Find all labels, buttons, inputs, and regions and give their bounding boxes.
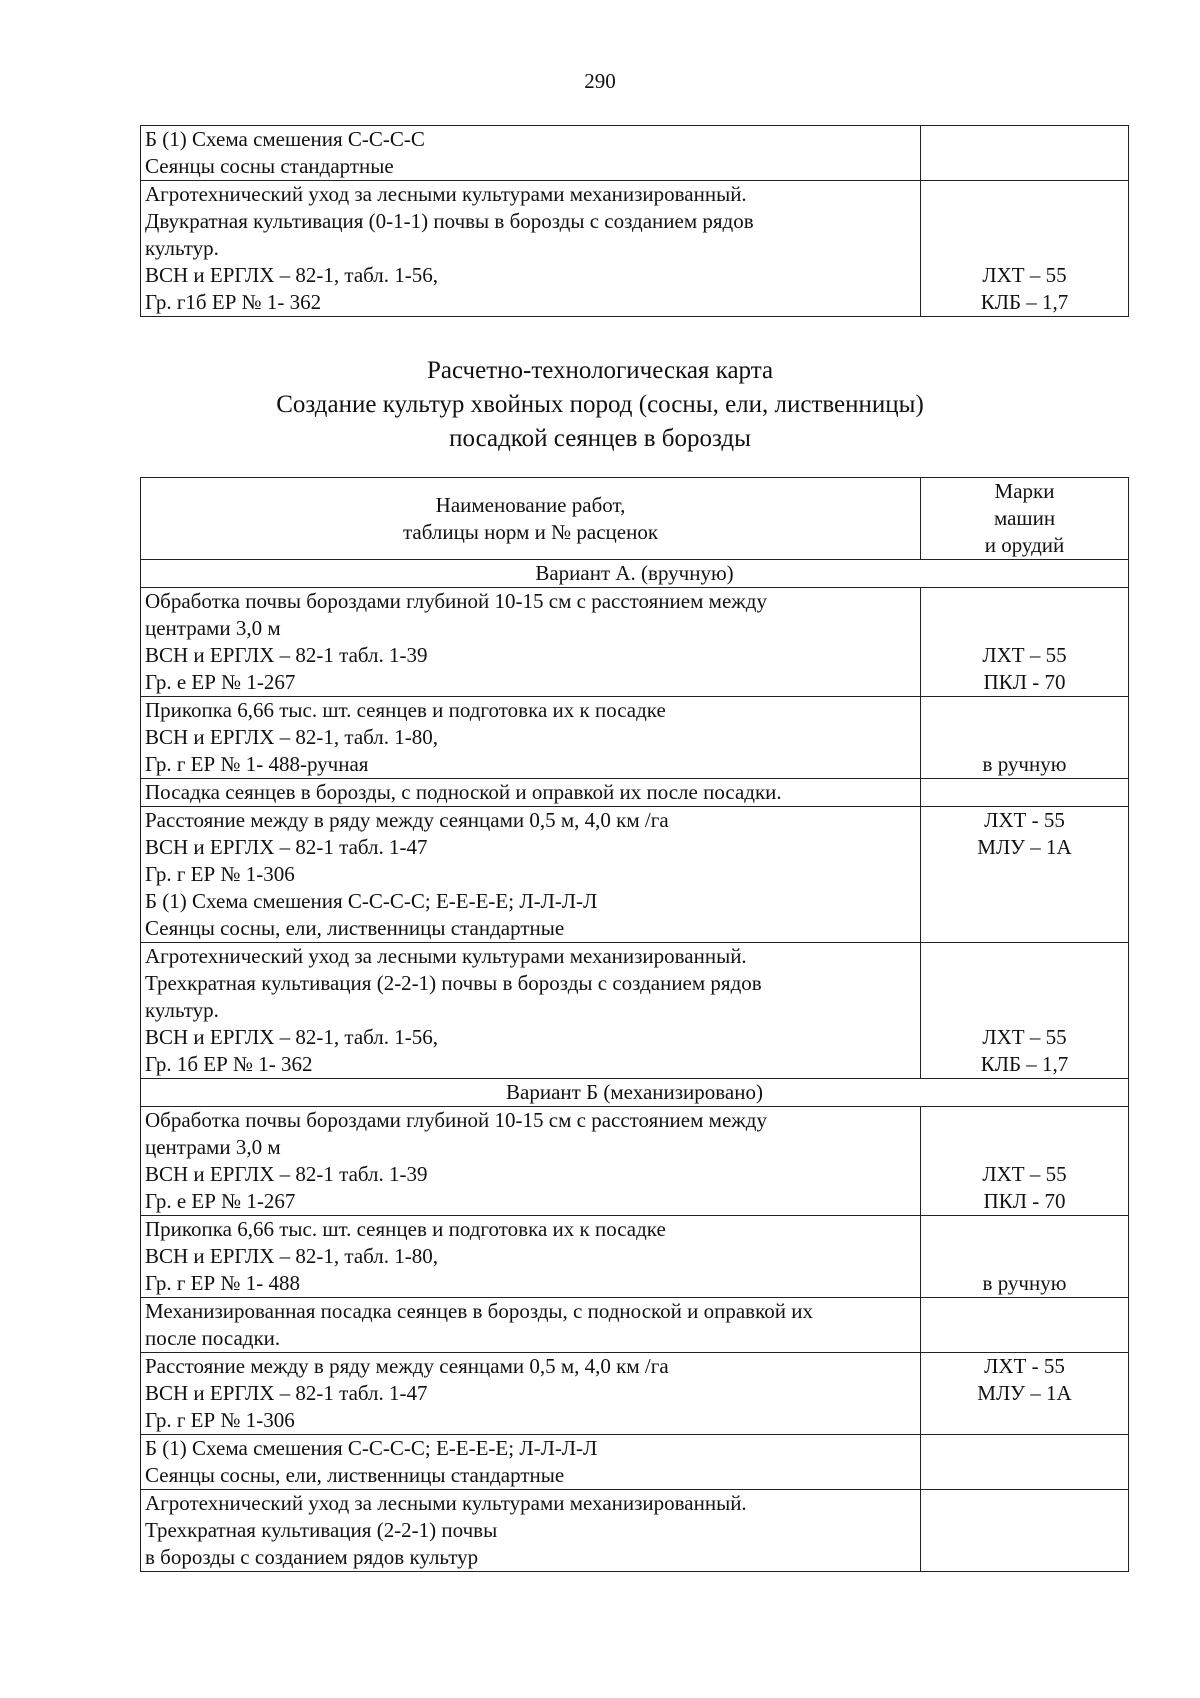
page-number: 290 xyxy=(584,69,616,93)
work-description-cell xyxy=(141,1298,921,1353)
cell-text-line: Гр. е ЕР № 1-267 xyxy=(145,1189,296,1213)
table-row xyxy=(141,943,1129,1079)
machine-brand-line xyxy=(925,970,1124,997)
cell-text-line: Двукратная культивация (0-1-1) почвы в борозды с созданием рядов xyxy=(145,209,754,233)
variant-title: Вариант Б (механизировано) xyxy=(141,1079,1129,1107)
machine-brand-line xyxy=(925,588,1124,615)
machine-brand-line xyxy=(925,1134,1124,1161)
table-row xyxy=(141,1435,1129,1490)
machine-brand-line xyxy=(925,1407,1124,1434)
cell-text-line: ВСН и ЕРГЛХ – 82-1 табл. 1-39 xyxy=(145,643,428,667)
machine-brand-line xyxy=(925,724,1124,751)
table-row xyxy=(141,126,1129,181)
machine-brand-cell xyxy=(921,1216,1129,1298)
cell-text-line: Гр. г ЕР № 1- 488 xyxy=(145,1271,300,1295)
work-description-cell xyxy=(141,126,921,181)
work-description-cell xyxy=(141,588,921,697)
cell-text-line: Гр. г ЕР № 1- 488-ручная xyxy=(145,752,369,776)
cell-text-line: Прикопка 6,66 тыс. шт. сеянцев и подготовка их к посадке xyxy=(145,698,666,722)
cell-text-line: после посадки. xyxy=(145,1326,281,1350)
variant-header-row xyxy=(141,560,1129,588)
work-description-cell xyxy=(141,1435,921,1490)
header-text: Наименование работ, xyxy=(435,492,626,517)
machine-brand-cell xyxy=(921,126,1129,181)
cell-text-line: Сеянцы сосны, ели, лиственницы стандартные xyxy=(145,1463,565,1487)
machine-brand-line xyxy=(925,779,1124,806)
document-title xyxy=(0,354,1200,456)
cell-text-line: в борозды с созданием рядов культур xyxy=(145,1545,479,1569)
table-row xyxy=(141,1490,1129,1572)
machine-brand-cell xyxy=(921,1490,1129,1572)
table-row xyxy=(141,588,1129,697)
cell-text-line: Агротехнический уход за лесными культурами механизированный. xyxy=(145,182,747,206)
cell-text-line: Гр. г ЕР № 1-306 xyxy=(145,862,295,886)
header-text: таблицы норм и № расценок xyxy=(402,519,659,544)
cell-text-line: Гр. 1б ЕР № 1- 362 xyxy=(145,1052,313,1076)
cell-text-line: центрами 3,0 м xyxy=(145,616,281,640)
cell-text-line: центрами 3,0 м xyxy=(145,1135,281,1159)
machine-brand-line xyxy=(925,697,1124,724)
table-row xyxy=(141,1216,1129,1298)
machine-brand-cell xyxy=(921,181,1129,317)
work-description-cell xyxy=(141,943,921,1079)
cell-text-line: Прикопка 6,66 тыс. шт. сеянцев и подготовка их к посадке xyxy=(145,1217,666,1241)
header-text: и орудий xyxy=(984,533,1065,557)
cell-text-line: Расстояние между в ряду между сеянцами 0,5 м, 4,0 км /га xyxy=(145,1354,669,1378)
machine-brand-line xyxy=(925,181,1124,208)
machine-brand-line xyxy=(925,1107,1124,1134)
cell-text-line: ВСН и ЕРГЛХ – 82-1 табл. 1-47 xyxy=(145,1381,428,1405)
table-row xyxy=(141,1107,1129,1216)
table-row xyxy=(141,697,1129,779)
machine-brand-line xyxy=(925,997,1124,1024)
machine-brand-line xyxy=(925,1462,1124,1489)
machine-brand-cell xyxy=(921,943,1129,1079)
cell-text-line: ВСН и ЕРГЛХ – 82-1 табл. 1-39 xyxy=(145,1162,428,1186)
machine-brand-line: ЛХТ - 55 xyxy=(984,1354,1065,1378)
machine-brand-cell xyxy=(921,697,1129,779)
machine-brand-line xyxy=(925,1435,1124,1462)
machine-brand-line xyxy=(925,1490,1124,1517)
machine-brand-line xyxy=(925,1298,1124,1325)
table-row xyxy=(141,181,1129,317)
table-header-row xyxy=(141,478,1129,560)
continuation-table xyxy=(140,125,1129,317)
table-row xyxy=(141,807,1129,943)
cell-text-line: Б (1) Схема смешения С-С-С-С xyxy=(145,127,425,151)
header-machines-cell xyxy=(921,478,1129,560)
work-description-cell xyxy=(141,1490,921,1572)
title-line: Расчетно-технологическая карта xyxy=(426,357,774,384)
header-text: Марки xyxy=(994,479,1055,503)
machine-brand-line xyxy=(925,1243,1124,1270)
cell-text-line: Сеянцы сосны, ели, лиственницы стандартные xyxy=(145,916,565,940)
table-row xyxy=(141,779,1129,807)
table-row xyxy=(141,1353,1129,1435)
cell-text-line: Агротехнический уход за лесными культурами механизированный. xyxy=(145,1491,747,1515)
cell-text-line: культур. xyxy=(145,998,219,1022)
cell-text-line: Б (1) Схема смешения С-С-С-С; Е-Е-Е-Е; Л-Л-Л-Л xyxy=(145,889,598,913)
machine-brand-line xyxy=(925,235,1124,262)
machine-brand-line: ПКЛ - 70 xyxy=(983,1189,1066,1213)
machine-brand-line: МЛУ – 1А xyxy=(977,835,1072,859)
machine-brand-cell xyxy=(921,1353,1129,1435)
machine-brand-line xyxy=(925,1216,1124,1243)
cell-text-line: ВСН и ЕРГЛХ – 82-1, табл. 1-56, xyxy=(145,263,439,287)
cell-text-line: Посадка сеянцев в борозды, с подноской и оправкой их после посадки. xyxy=(145,780,782,804)
cell-text-line: Сеянцы сосны стандартные xyxy=(145,154,394,178)
machine-brand-line: ПКЛ - 70 xyxy=(983,670,1066,694)
machine-brand-cell xyxy=(921,1107,1129,1216)
machine-brand-line xyxy=(925,1544,1124,1571)
cell-text-line: Обработка почвы бороздами глубиной 10-15 см с расстоянием между xyxy=(145,1108,767,1132)
machine-brand-cell xyxy=(921,779,1129,807)
machine-brand-line: в ручную xyxy=(982,752,1067,776)
table-row xyxy=(141,1298,1129,1353)
work-description-cell xyxy=(141,807,921,943)
cell-text-line: Гр. е ЕР № 1-267 xyxy=(145,670,296,694)
machine-brand-line xyxy=(925,615,1124,642)
cell-text-line: Расстояние между в ряду между сеянцами 0,5 м, 4,0 км /га xyxy=(145,808,669,832)
cell-text-line: ВСН и ЕРГЛХ – 82-1, табл. 1-80, xyxy=(145,725,439,749)
work-description-cell xyxy=(141,1216,921,1298)
cell-text-line: Механизированная посадка сеянцев в борозды, с подноской и оправкой их xyxy=(145,1299,813,1323)
cell-text-line: Агротехнический уход за лесными культурами механизированный. xyxy=(145,944,747,968)
machine-brand-line: МЛУ – 1А xyxy=(977,1381,1072,1405)
cell-text-line: ВСН и ЕРГЛХ – 82-1, табл. 1-80, xyxy=(145,1244,439,1268)
work-description-cell xyxy=(141,1353,921,1435)
work-description-cell xyxy=(141,697,921,779)
work-description-cell xyxy=(141,1107,921,1216)
work-description-cell xyxy=(141,779,921,807)
machine-brand-line xyxy=(925,888,1124,915)
machine-brand-line: ЛХТ – 55 xyxy=(982,1025,1067,1049)
machine-brand-line: в ручную xyxy=(982,1271,1067,1295)
machine-brand-line: КЛБ – 1,7 xyxy=(980,1052,1069,1076)
title-line: Создание культур хвойных пород (сосны, ели, лиственницы) xyxy=(276,391,924,418)
machine-brand-line xyxy=(925,943,1124,970)
cell-text-line: Б (1) Схема смешения С-С-С-С; Е-Е-Е-Е; Л-Л-Л-Л xyxy=(145,1436,598,1460)
cell-text-line: Обработка почвы бороздами глубиной 10-15 см с расстоянием между xyxy=(145,589,767,613)
machine-brand-line xyxy=(925,208,1124,235)
machine-brand-line: КЛБ – 1,7 xyxy=(980,290,1069,314)
variant-header-row xyxy=(141,1079,1129,1107)
machine-brand-line: ЛХТ – 55 xyxy=(982,643,1067,667)
machine-brand-line: ЛХТ – 55 xyxy=(982,263,1067,287)
work-description-cell xyxy=(141,181,921,317)
machine-brand-cell xyxy=(921,1298,1129,1353)
cell-text-line: Трехкратная культивация (2-2-1) почвы в борозды с созданием рядов xyxy=(145,971,762,995)
technology-card-table xyxy=(140,477,1129,1572)
machine-brand-line: ЛХТ – 55 xyxy=(982,1162,1067,1186)
cell-text-line: Гр. г1б ЕР № 1- 362 xyxy=(145,290,322,314)
machine-brand-line: ЛХТ - 55 xyxy=(984,808,1065,832)
machine-brand-cell xyxy=(921,807,1129,943)
machine-brand-line xyxy=(925,861,1124,888)
machine-brand-cell xyxy=(921,588,1129,697)
machine-brand-cell xyxy=(921,1435,1129,1490)
header-text: машин xyxy=(993,506,1056,530)
machine-brand-line xyxy=(925,1325,1124,1352)
machine-brand-line xyxy=(925,915,1124,942)
title-line: посадкой сеянцев в борозды xyxy=(449,425,751,452)
variant-title: Вариант А. (вручную) xyxy=(141,560,1129,588)
cell-text-line: ВСН и ЕРГЛХ – 82-1, табл. 1-56, xyxy=(145,1025,439,1049)
cell-text-line: Трехкратная культивация (2-2-1) почвы xyxy=(145,1518,498,1542)
header-works-cell xyxy=(141,478,921,560)
cell-text-line: ВСН и ЕРГЛХ – 82-1 табл. 1-47 xyxy=(145,835,428,859)
cell-text-line: культур. xyxy=(145,236,219,260)
cell-text-line: Гр. г ЕР № 1-306 xyxy=(145,1408,295,1432)
machine-brand-line xyxy=(925,1517,1124,1544)
